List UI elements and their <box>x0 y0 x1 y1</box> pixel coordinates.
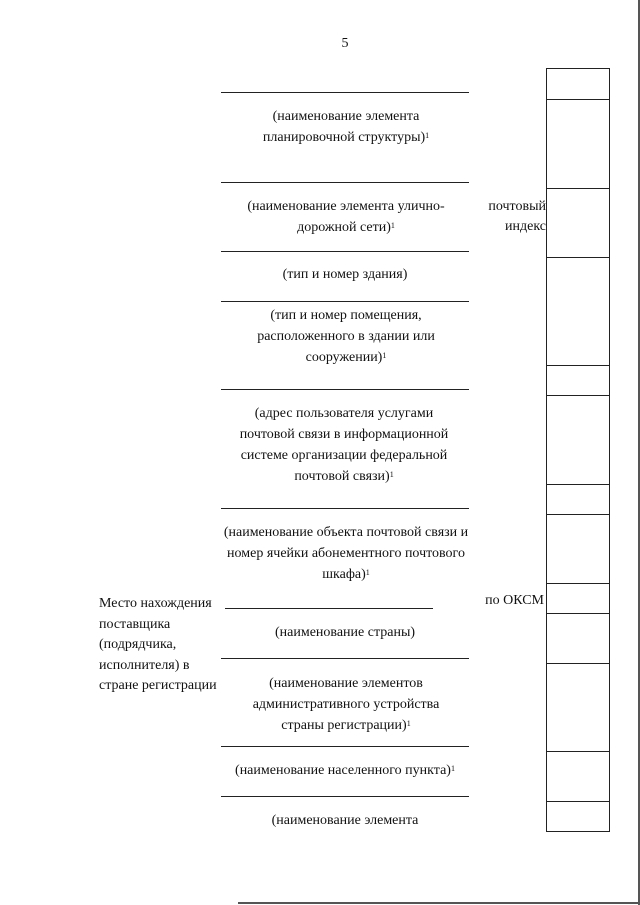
code-box <box>546 395 610 484</box>
footnote-mark: 1 <box>390 221 395 230</box>
code-box <box>546 188 610 257</box>
code-box <box>546 583 610 613</box>
code-box <box>546 484 610 514</box>
code-box <box>546 663 610 751</box>
supplier-location-label: Место нахождения поставщика (подрядчика, исполнителя) в стране регистрации <box>99 596 217 693</box>
field-caption <box>236 305 456 368</box>
footnote-mark: 1 <box>389 470 394 479</box>
code-box <box>546 99 610 188</box>
caption-text: (тип и номер здания) <box>282 267 408 282</box>
field-caption <box>221 760 469 781</box>
field-underline <box>221 658 469 659</box>
code-box <box>546 613 610 663</box>
scan-edge <box>238 902 640 904</box>
postal-index-label: почтовый индекс <box>488 199 546 234</box>
field-underline <box>221 92 469 93</box>
footnote-mark: 1 <box>382 351 387 360</box>
field-underline <box>221 182 469 183</box>
caption-text: (наименование населенного пункта) <box>235 763 451 778</box>
caption-text: (наименование объекта почтовой связи и номер ячейки абонементного почтового шкафа) <box>223 525 469 582</box>
field-caption <box>228 403 460 487</box>
code-box <box>546 514 610 583</box>
field-caption <box>228 196 464 238</box>
code-box <box>546 365 610 395</box>
field-caption <box>222 522 470 585</box>
field-underline <box>221 508 469 509</box>
field-underline <box>221 251 469 252</box>
code-box <box>546 751 610 801</box>
footnote-mark: 1 <box>406 719 411 728</box>
field-caption <box>236 673 456 736</box>
field-caption <box>221 264 469 285</box>
code-box <box>546 257 610 365</box>
caption-text: (тип и номер помещения, расположенного в здании или сооружении) <box>257 308 435 365</box>
field-caption <box>246 106 446 148</box>
field-underline <box>221 746 469 747</box>
oksm-label: по ОКСМ <box>485 593 544 608</box>
caption-text: (наименование страны) <box>274 625 416 640</box>
field-underline <box>221 796 469 797</box>
code-box <box>546 801 610 832</box>
footnote-mark: 1 <box>450 764 455 773</box>
page-number: 5 <box>341 36 349 51</box>
field-underline <box>221 301 469 302</box>
field-caption <box>221 622 469 643</box>
caption-text: (наименование элементов административного устройства страны регистрации) <box>252 676 440 733</box>
caption-text: (адрес пользователя услугами почтовой связи в информационной системе организации федеральной почтовой связи) <box>239 406 449 484</box>
caption-text: (наименование элемента <box>271 813 419 828</box>
field-underline <box>225 608 433 609</box>
footnote-mark: 1 <box>365 568 370 577</box>
caption-text: (наименование элемента улично-дорожной сети) <box>247 199 445 235</box>
field-underline <box>221 389 469 390</box>
caption-text: (наименование элемента планировочной структуры) <box>262 109 426 145</box>
field-caption <box>221 810 469 831</box>
footnote-mark: 1 <box>425 131 430 140</box>
code-box <box>546 68 610 99</box>
